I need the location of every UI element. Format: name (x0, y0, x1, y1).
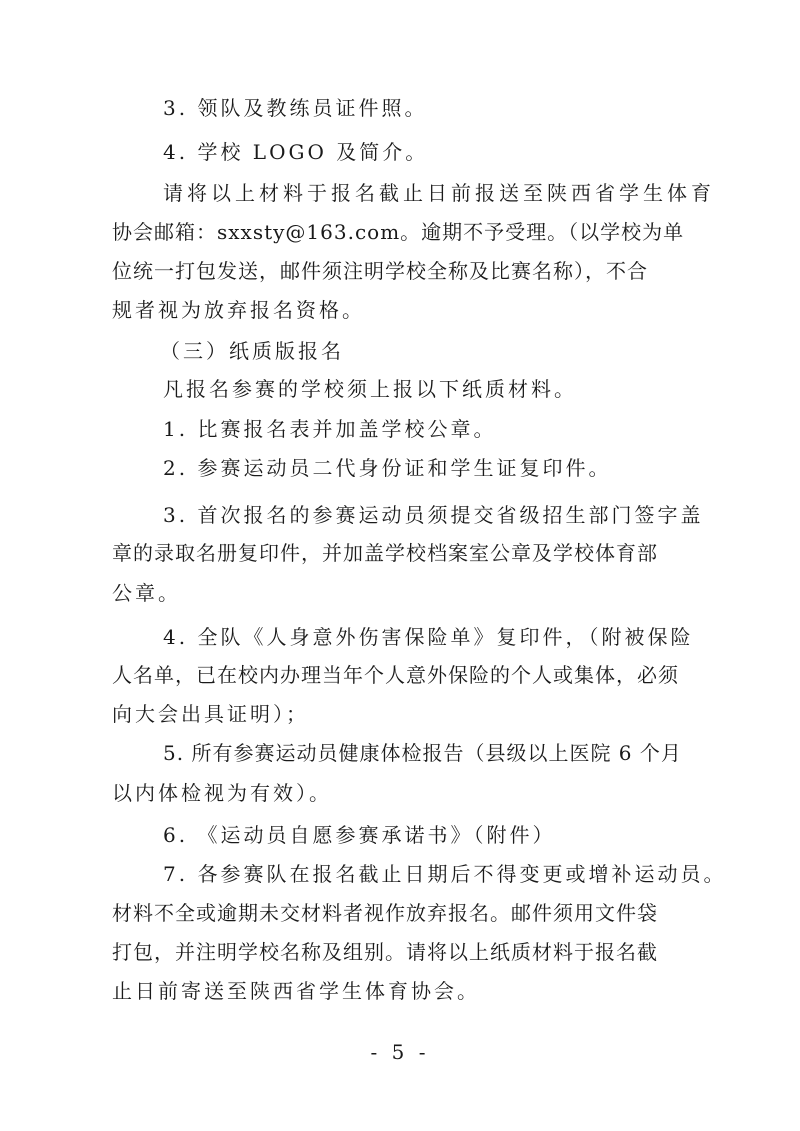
page-number: - 5 - (370, 1040, 430, 1064)
list-item-4-school-logo: 4. 学校 LOGO 及简介。 (163, 140, 429, 164)
list-item-7-no-changes-line-3: 打包，并注明学校名称及组别。请将以上纸质材料于报名截 (112, 940, 658, 964)
list-item-3-enrollment-roster-line-1: 3. 首次报名的参赛运动员须提交省级招生部门签字盖 (163, 503, 704, 527)
list-item-3-enrollment-roster-line-2: 章的录取名册复印件，并加盖学校档案室公章及学校体育部 (112, 541, 658, 565)
list-item-4-insurance-line-3: 向大会出具证明）； (112, 702, 309, 726)
list-item-7-no-changes-line-4: 止日前寄送至陕西省学生体育协会。 (112, 979, 480, 1003)
list-item-5-health-report-line-2: 以内体检视为有效）。 (112, 781, 332, 805)
list-item-2-id-copies: 2. 参赛运动员二代身份证和学生证复印件。 (163, 456, 612, 480)
paragraph-email-submission-line-4: 规者视为放弃报名资格。 (112, 298, 365, 322)
list-item-7-no-changes-line-1: 7. 各参赛队在报名截止日期后不得变更或增补运动员。 (163, 862, 727, 886)
list-item-7-no-changes-line-2: 材料不全或逾期未交材料者视作放弃报名。邮件须用文件袋 (112, 901, 658, 925)
paragraph-email-submission-line-1: 请将以上材料于报名截止日前报送至陕西省学生体育 (163, 181, 715, 205)
list-item-3-coach-photos: 3. 领队及教练员证件照。 (163, 96, 428, 120)
list-item-5-health-report-line-1: 5. 所有参赛运动员健康体检报告（县级以上医院 6 个月 (163, 741, 682, 765)
list-item-4-insurance-line-1: 4. 全队《人身意外伤害保险单》复印件，（附被保险 (163, 625, 694, 649)
paragraph-email-submission-line-2: 协会邮箱：sxxsty@163.com。逾期不予受理。（以学校为单 (112, 220, 685, 244)
paragraph-email-submission-line-3: 位统一打包发送，邮件须注明学校全称及比赛名称），不合 (112, 259, 648, 283)
list-item-6-commitment-letter: 6. 《运动员自愿参赛承诺书》（附件） (163, 823, 556, 847)
list-item-3-enrollment-roster-line-3: 公章。 (112, 581, 181, 605)
list-item-1-registration-form: 1. 比赛报名表并加盖学校公章。 (163, 417, 497, 441)
section-heading-paper-registration: （三）纸质版报名 (160, 339, 344, 363)
paragraph-paper-materials-intro: 凡报名参赛的学校须上报以下纸质材料。 (163, 377, 577, 401)
list-item-4-insurance-line-2: 人名单，已在校内办理当年个人意外保险的个人或集体，必须 (112, 663, 679, 687)
